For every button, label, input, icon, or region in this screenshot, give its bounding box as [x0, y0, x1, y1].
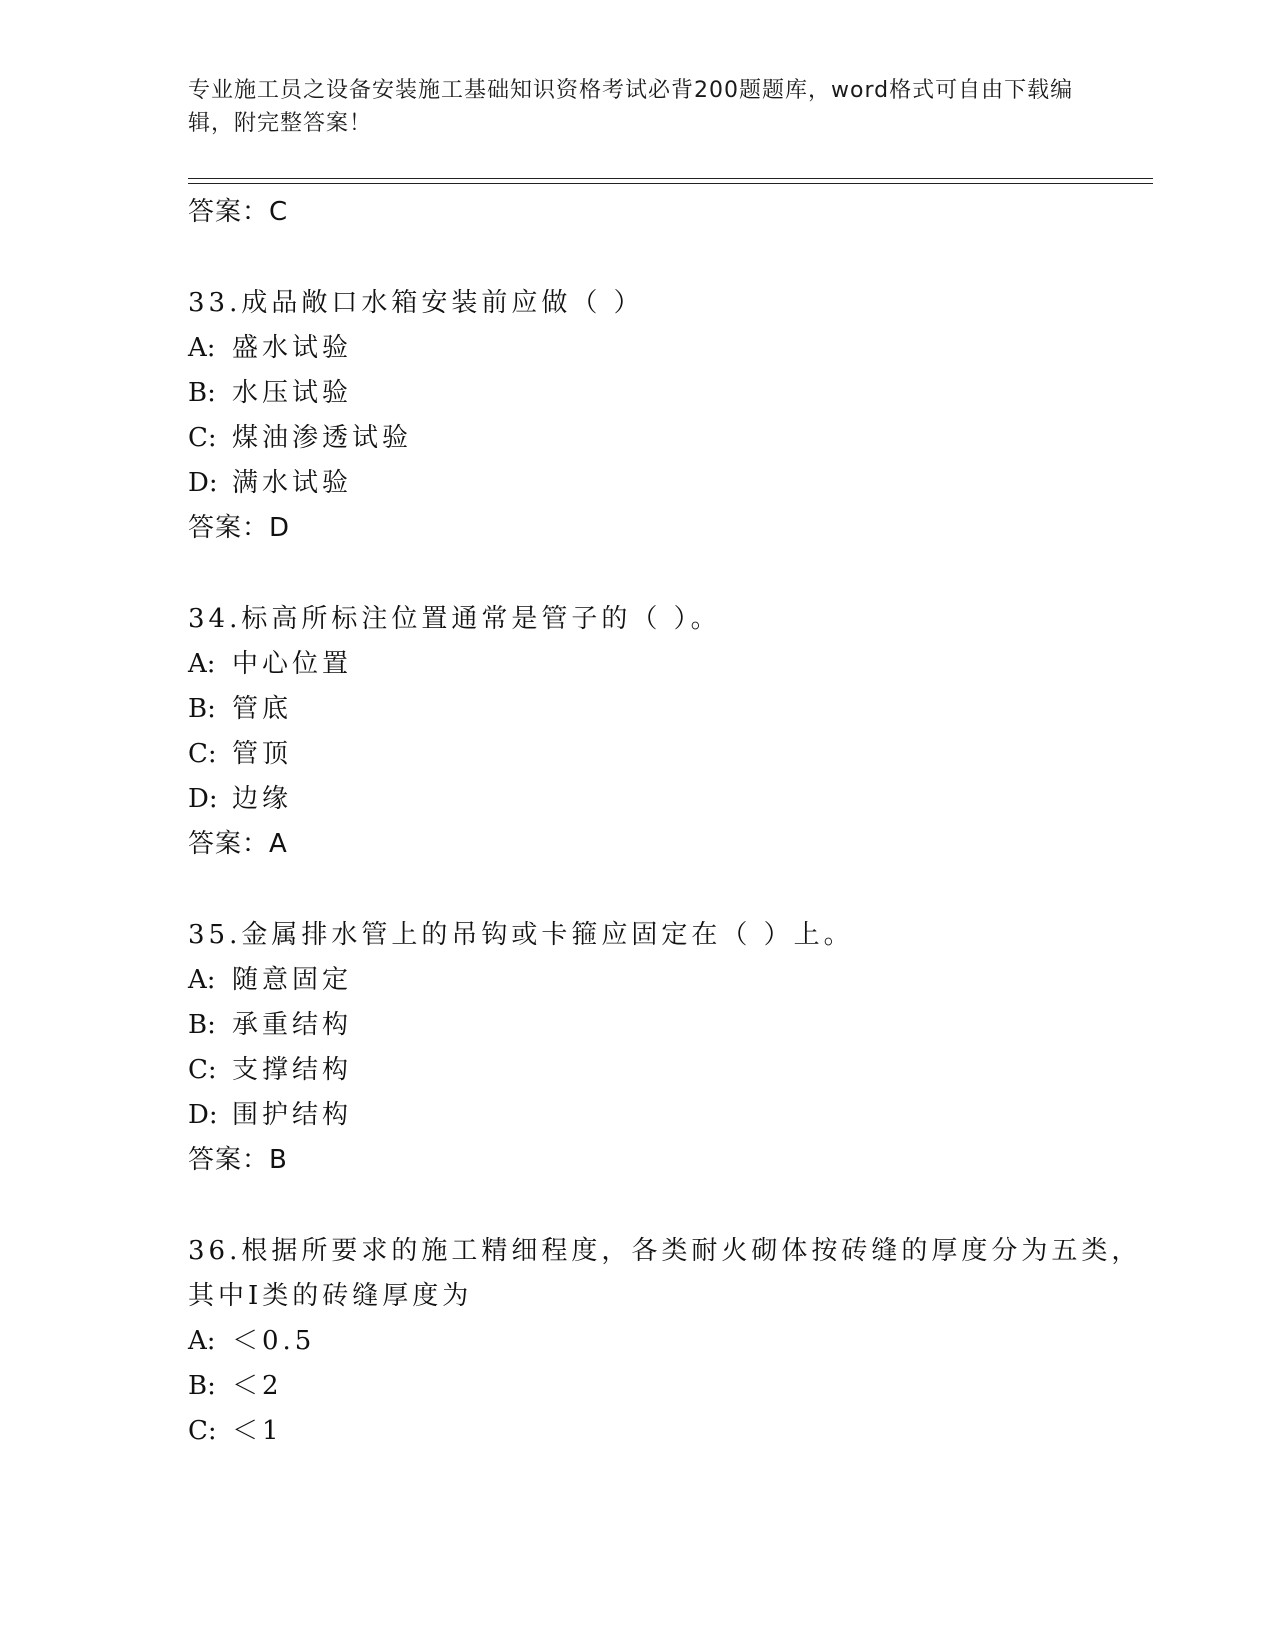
option-text: 煤油渗透试验 [232, 423, 413, 453]
option-b [188, 1364, 1153, 1409]
question-36 [188, 1183, 1153, 1454]
header-rule-bottom [188, 183, 1153, 184]
option-key: B: [188, 378, 216, 408]
option-text: 盛水试验 [232, 333, 353, 363]
answer-line: 答案：D [188, 513, 291, 543]
option-text: ＜2 [232, 1371, 283, 1401]
option-b [188, 1003, 1153, 1048]
option-a [188, 642, 1153, 687]
option-key: C: [188, 739, 217, 769]
option-c [188, 416, 1153, 461]
option-a [188, 958, 1153, 1003]
option-key: D: [188, 468, 218, 498]
option-b [188, 371, 1153, 416]
question-35 [188, 867, 1153, 1183]
question-stem: 36.根据所要求的施工精细程度，各类耐火砌体按砖缝的厚度分为五类，其中Ⅰ类的砖缝厚度为 [188, 1236, 1142, 1311]
question-33 [188, 235, 1153, 551]
option-key: A: [188, 333, 216, 363]
option-key: A: [188, 965, 216, 995]
option-a [188, 1319, 1153, 1364]
answer-line: 答案：B [188, 1145, 288, 1175]
option-d [188, 1093, 1153, 1138]
option-text: 承重结构 [232, 1010, 353, 1040]
answer-line: 答案：A [188, 829, 288, 859]
option-text: 管底 [232, 694, 293, 724]
option-key: D: [188, 1100, 218, 1130]
option-key: C: [188, 1055, 217, 1085]
option-text: 随意固定 [232, 965, 353, 995]
option-d [188, 461, 1153, 506]
option-text: 管顶 [232, 739, 293, 769]
option-text: 中心位置 [232, 649, 353, 679]
option-d [188, 777, 1153, 822]
option-c [188, 732, 1153, 777]
header-rule-top [188, 178, 1153, 179]
option-key: B: [188, 694, 216, 724]
option-text: 边缘 [232, 784, 293, 814]
option-text: 支撑结构 [232, 1055, 353, 1085]
option-key: B: [188, 1010, 216, 1040]
option-key: A: [188, 649, 216, 679]
option-c [188, 1409, 1153, 1454]
question-stem: 34.标高所标注位置通常是管子的（ ）。 [188, 604, 721, 634]
option-c [188, 1048, 1153, 1093]
option-text: 水压试验 [232, 378, 353, 408]
option-text: ＜0.5 [232, 1326, 316, 1356]
option-a [188, 326, 1153, 371]
question-34 [188, 551, 1153, 867]
question-stem: 33.成品敞口水箱安装前应做（ ） [188, 288, 644, 318]
question-list [188, 190, 1153, 1454]
option-text: ＜1 [232, 1416, 283, 1446]
option-key: B: [188, 1371, 216, 1401]
document-header: 专业施工员之设备安装施工基础知识资格考试必背200题题库，word格式可自由下载编辑，附完整答案！ [188, 78, 1074, 136]
option-b [188, 687, 1153, 732]
option-text: 围护结构 [232, 1100, 353, 1130]
option-key: C: [188, 423, 217, 453]
option-key: A: [188, 1326, 216, 1356]
option-key: C: [188, 1416, 217, 1446]
option-key: D: [188, 784, 218, 814]
answer-line: 答案：C [188, 197, 289, 227]
option-text: 满水试验 [232, 468, 353, 498]
question-stem: 35.金属排水管上的吊钩或卡箍应固定在（ ）上。 [188, 920, 854, 950]
